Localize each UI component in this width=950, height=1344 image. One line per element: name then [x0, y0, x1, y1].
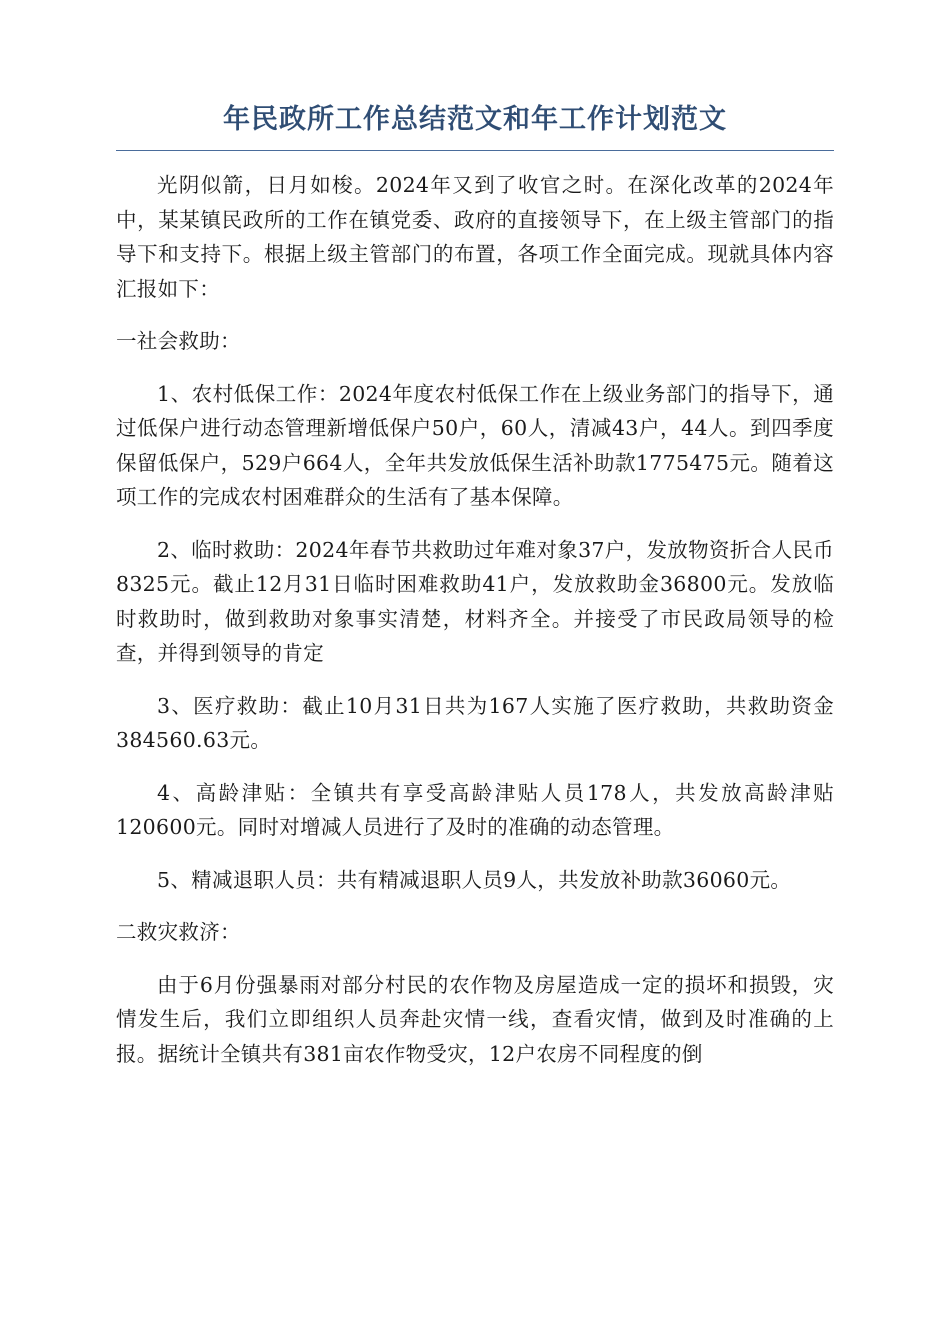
- document-body: [116, 168, 834, 1071]
- body-paragraph: 光阴似箭，日月如梭。2024年又到了收官之时。在深化改革的2024年中，某某镇民政所的工作在镇党委、政府的直接领导下，在上级主管部门的指导下和支持下。根据上级主管部门的布置，各项工作全面完成。现就具体内容汇报如下：: [116, 173, 834, 301]
- section-heading: 二救灾救济：: [116, 920, 241, 944]
- section-heading: 一社会救助：: [116, 329, 241, 353]
- document-title: 年民政所工作总结范文和年工作计划范文: [116, 100, 834, 151]
- body-paragraph: 5、精减退职人员：共有精减退职人员9人，共发放补助款36060元。: [157, 867, 792, 892]
- body-paragraph: 4、高龄津贴：全镇共有享受高龄津贴人员178人，共发放高龄津贴120600元。同时对增减人员进行了及时的准确的动态管理。: [116, 780, 834, 839]
- body-paragraph: 由于6月份强暴雨对部分村民的农作物及房屋造成一定的损坏和损毁，灾情发生后，我们立即组织人员奔赴灾情一线，查看灾情，做到及时准确的上报。据统计全镇共有381亩农作物受灾，12户农房不同程度的倒: [116, 972, 834, 1066]
- body-paragraph: 2、临时救助：2024年春节共救助过年难对象37户，发放物资折合人民币8325元。截止12月31日临时困难救助41户，发放救助金36800元。发放临时救助时，做到救助对象事实清楚，材料齐全。并接受了市民政局领导的检查，并得到领导的肯定: [116, 537, 834, 665]
- body-paragraph: 1、农村低保工作：2024年度农村低保工作在上级业务部门的指导下，通过低保户进行动态管理新增低保户50户，60人，清减43户，44人。到四季度保留低保户，529户664人，全年共发放低保生活补助款1775475元。随着这项工作的完成农村困难群众的生活有了基本保障。: [116, 381, 834, 509]
- document-page: [116, 100, 834, 1089]
- body-paragraph: 3、医疗救助：截止10月31日共为167人实施了医疗救助，共救助资金384560.63元。: [116, 693, 834, 752]
